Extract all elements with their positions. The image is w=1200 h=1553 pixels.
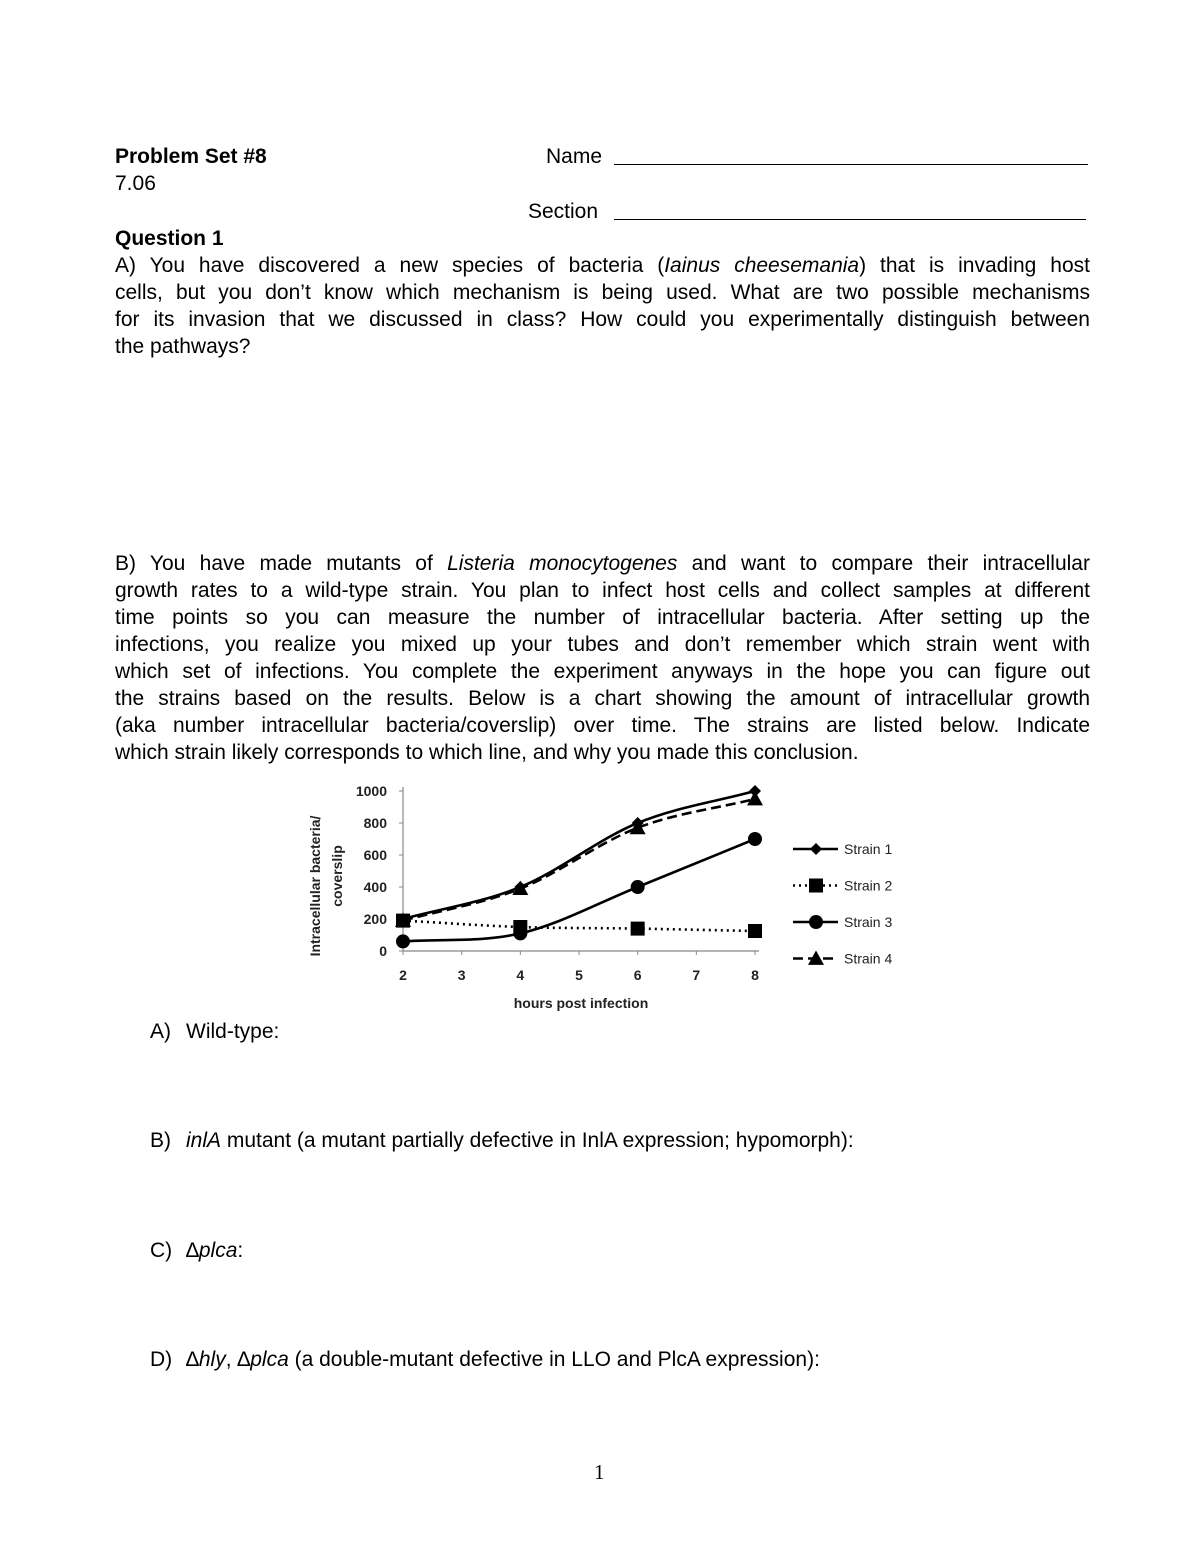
legend-label-strain-2: Strain 2: [844, 877, 893, 894]
part-b-line-1: B) You have made mutants of Listeria monocytogenes and want to compare their intracellular: [115, 552, 1090, 575]
x-tick-label: 4: [516, 967, 525, 983]
x-tick-label: 8: [751, 967, 759, 983]
data-point-strain-3: [631, 880, 645, 894]
part-a-line-2: cells, but you don’t know which mechanism is being used. What are two possible mechanisms: [115, 281, 1090, 304]
part-b-line-7: (aka number intracellular bacteria/coverslip) over time. The strains are listed below. Indicate: [115, 714, 1090, 737]
y-tick-label: 200: [363, 911, 387, 927]
legend-label-strain-1: Strain 1: [844, 841, 893, 857]
legend-label-strain-4: Strain 4: [844, 950, 893, 967]
problem-set-title: Problem Set #8: [115, 145, 267, 168]
series-line-strain-2: [403, 921, 755, 931]
question-heading: Question 1: [115, 227, 224, 250]
section-field-line[interactable]: [614, 219, 1086, 220]
legend-marker-strain-1: [810, 843, 822, 855]
answer-d: D) ∆hly, ∆plca (a double-mutant defective in LLO and PlcA expression):: [150, 1348, 820, 1371]
part-a-line-3: for its invasion that we discussed in class? How could you experimentally distinguish between: [115, 308, 1090, 331]
legend-marker-strain-2: [809, 879, 823, 893]
part-a-line-4: the pathways?: [115, 335, 251, 358]
course-number: 7.06: [115, 172, 156, 195]
answer-a: A) Wild-type:: [150, 1020, 280, 1043]
legend-label-strain-3: Strain 3: [844, 914, 893, 930]
part-b-line-8: which strain likely corresponds to which line, and why you made this conclusion.: [115, 741, 859, 764]
legend-marker-strain-3: [809, 915, 823, 929]
name-field-line[interactable]: [614, 164, 1088, 165]
data-point-strain-3: [748, 832, 762, 846]
data-point-strain-4: [512, 881, 528, 895]
data-point-strain-3: [513, 926, 527, 940]
part-b-line-2: growth rates to a wild-type strain. You plan to infect host cells and collect samples at different: [115, 579, 1090, 602]
y-tick-label: 600: [363, 847, 387, 863]
part-b-line-3: time points so you can measure the number of intracellular bacteria. After setting up the: [115, 606, 1090, 629]
part-b-line-5: which set of infections. You complete the experiment anyways in the hope you can figure out: [115, 660, 1090, 683]
answer-c: C) ∆plca:: [150, 1239, 244, 1262]
data-point-strain-3: [396, 934, 410, 948]
name-label: Name: [546, 145, 603, 168]
y-axis-label-line-2: coverslip: [329, 845, 345, 907]
page-number: 1: [594, 1460, 605, 1484]
x-tick-label: 7: [692, 967, 701, 983]
x-axis-label: hours post infection: [513, 995, 649, 1011]
data-point-strain-2: [631, 922, 645, 936]
part-b-line-4: infections, you realize you mixed up your tubes and don’t remember which strain went with: [115, 633, 1090, 656]
x-tick-label: 3: [457, 967, 466, 983]
answer-b: B) inlA mutant (a mutant partially defective in InlA expression; hypomorph):: [150, 1129, 854, 1152]
question-part-b: [115, 550, 1090, 766]
y-tick-label: 800: [363, 815, 387, 831]
data-point-strain-2: [748, 924, 762, 938]
y-tick-label: 400: [363, 879, 387, 895]
growth-chart: [290, 770, 930, 1015]
y-tick-label: 1000: [355, 783, 387, 799]
question-part-a: [115, 252, 1090, 360]
x-tick-label: 6: [633, 967, 642, 983]
part-a-line-1: A) You have discovered a new species of bacteria (Iainus cheesemania) that is invading host: [115, 254, 1090, 277]
y-tick-label: 0: [379, 943, 387, 959]
section-label: Section: [528, 200, 599, 223]
x-tick-label: 2: [399, 967, 407, 983]
part-b-line-6: the strains based on the results. Below is a chart showing the amount of intracellular growth: [115, 687, 1090, 710]
x-tick-label: 5: [575, 967, 583, 983]
y-axis-label-line-1: Intracellular bacteria/: [307, 815, 323, 957]
